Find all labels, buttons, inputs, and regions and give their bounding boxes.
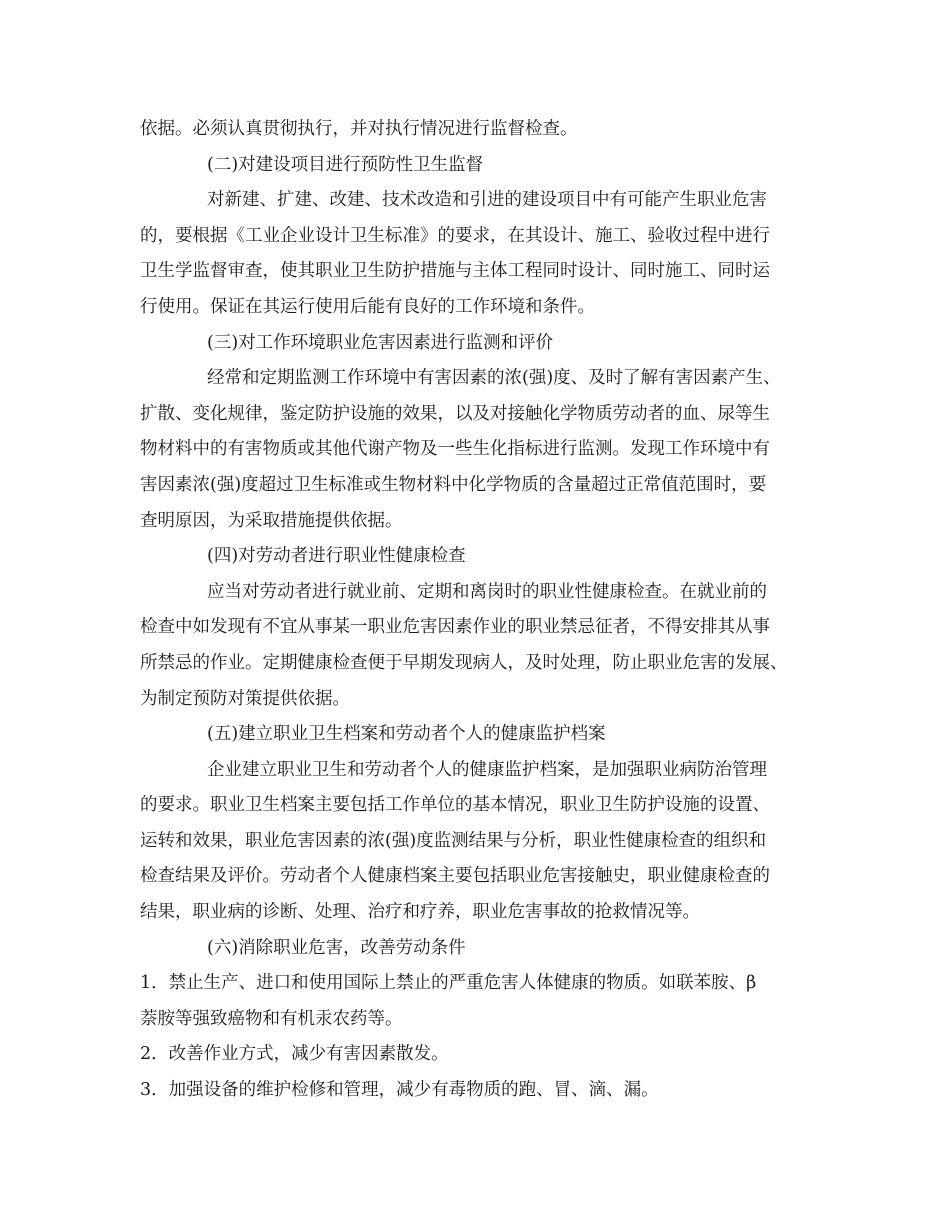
body-text-line: 依据。必须认真贯彻执行，并对执行情况进行监督检查。 [140,119,578,139]
list-item-1: 1．禁止生产、进口和使用国际上禁止的严重危害人体健康的物质。如联苯胺、β [140,973,757,994]
paragraph-line: 查明原因，为采取措施提供依据。 [140,510,403,531]
document-body [140,112,820,1109]
section-heading-5: (五)建立职业卫生档案和劳动者个人的健康监护档案 [207,724,606,745]
section-heading-2: (二)对建设项目进行预防性卫生监督 [207,154,484,175]
paragraph-line: 结果，职业病的诊断、处理、治疗和疗养，职业危害事故的抢救情况等。 [140,902,700,923]
paragraph-line: 的，要根据《工业企业设计卫生标准》的要求，在其设计、施工、验收过程中进行 [140,225,770,246]
paragraph-line: 所禁忌的作业。定期健康检查便于早期发现病人，及时处理，防止职业危害的发展、 [140,652,788,673]
paragraph-line: 物材料中的有害物质或其他代谢产物及一些生化指标进行监测。发现工作环境中有 [140,439,770,460]
paragraph-line: 害因素浓(强)度超过卫生标准或生物材料中化学物质的含量超过正常值范围时，要 [140,474,767,495]
section-heading-6: (六)消除职业危害，改善劳动条件 [207,937,466,958]
paragraph-line: 经常和定期监测工作环境中有害因素的浓(强)度、及时了解有害因素产生、 [207,368,781,389]
paragraph-line: 企业建立职业卫生和劳动者个人的健康监护档案，是加强职业病防治管理 [207,759,767,780]
list-item-2: 2．改善作业方式，减少有害因素散发。 [140,1044,449,1065]
section-heading-3: (三)对工作环境职业危害因素进行监测和评价 [207,332,554,353]
paragraph-line: 检查中如发现有不宜从事某一职业危害因素作业的职业禁忌征者，不得安排其从事 [140,617,770,638]
paragraph-line: 对新建、扩建、改建、技术改造和引进的建设项目中有可能产生职业危害 [207,190,767,211]
paragraph-line: 运转和效果，职业危害因素的浓(强)度监测结果与分析，职业性健康检查的组织和 [140,830,767,851]
paragraph-line: 卫生学监督审查，使其职业卫生防护措施与主体工程同时设计、同时施工、同时运 [140,261,770,282]
paragraph-line: 扩散、变化规律，鉴定防护设施的效果，以及对接触化学物质劳动者的血、尿等生 [140,403,770,424]
list-item-3: 3．加强设备的维护检修和管理，减少有毒物质的跑、冒、滴、漏。 [140,1080,659,1101]
paragraph-line: 的要求。职业卫生档案主要包括工作单位的基本情况，职业卫生防护设施的设置、 [140,795,770,816]
paragraph-line: 检查结果及评价。劳动者个人健康档案主要包括职业危害接触史，职业健康检查的 [140,866,770,887]
paragraph-line: 行使用。保证在其运行使用后能有良好的工作环境和条件。 [140,296,595,317]
list-item-1-continued: 萘胺等强致癌物和有机汞农药等。 [140,1008,403,1029]
paragraph-line: 为制定预防对策提供依据。 [140,688,350,709]
paragraph-line: 应当对劳动者进行就业前、定期和离岗时的职业性健康检查。在就业前的 [207,581,767,602]
section-heading-4: (四)对劳动者进行职业性健康检查 [207,546,466,567]
